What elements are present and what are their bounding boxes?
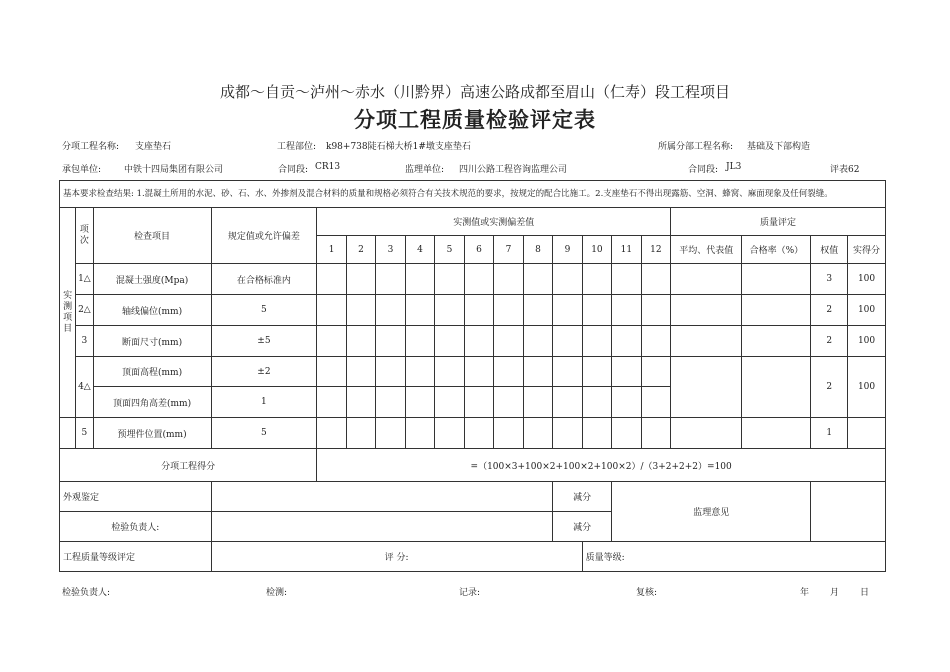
score-label: 分项工程得分 — [60, 449, 317, 482]
measure-col-header: 12 — [641, 236, 670, 264]
table-row — [60, 357, 886, 387]
inspector-label: 检验负责人: — [60, 512, 212, 542]
form-number: 评表62 — [830, 165, 860, 175]
contract2-label: 合同段: — [688, 165, 719, 175]
deduct-label: 减分 — [553, 482, 612, 512]
footer-record: 记录: — [459, 588, 481, 598]
sub-item-label: 分项工程名称: — [62, 142, 120, 152]
col-score-header: 实得分 — [848, 236, 886, 264]
quality-inspection-table — [59, 180, 886, 572]
footer-day: 日 — [860, 588, 870, 598]
measure-col-header: 11 — [612, 236, 641, 264]
part-label: 工程部位: — [277, 142, 317, 152]
row-score: 100 — [848, 357, 886, 418]
row-weight: 2 — [811, 326, 848, 357]
row-spec: 1 — [211, 387, 317, 418]
row-score: 100 — [848, 264, 886, 295]
row-item: 断面尺寸(mm) — [93, 326, 211, 357]
part-value: k98+738陡石梯大桥1#墩支座垫石 — [326, 142, 471, 152]
contractor-label: 承包单位: — [62, 165, 102, 175]
sub-item-value: 支座垫石 — [135, 142, 172, 152]
row-item: 混凝土强度(Mpa) — [93, 264, 211, 295]
footer-inspector: 检验负责人: — [62, 588, 111, 598]
section-label: 实测项目 — [60, 208, 76, 418]
measure-col-header: 2 — [346, 236, 375, 264]
row-spec: ±2 — [211, 357, 317, 387]
contract-value: CR13 — [315, 162, 341, 172]
row-item: 顶面高程(mm) — [93, 357, 211, 387]
basic-requirements: 基本要求检查结果: 1.混凝土所用的水泥、砂、石、水、外掺剂及混合材料的质量和规格必须符合有关技术规范的要求，按规定的配合比施工。2.支座垫石不得出现露筋、空洞、蜂窝、麻面现象及任何裂缝。 — [60, 181, 886, 208]
row-no: 3 — [76, 326, 93, 357]
contractor-value: 中铁十四局集团有限公司 — [124, 165, 224, 175]
row-weight: 2 — [811, 295, 848, 326]
deduct2-label: 减分 — [553, 512, 612, 542]
measure-col-header: 1 — [317, 236, 346, 264]
row-score — [848, 418, 886, 449]
measure-col-header: 9 — [553, 236, 582, 264]
row-item: 顶面四角高差(mm) — [93, 387, 211, 418]
contract-label: 合同段: — [278, 165, 309, 175]
row-spec: 在合格标准内 — [211, 264, 317, 295]
row-weight: 3 — [811, 264, 848, 295]
col-measured-header: 实测值或实测偏差值 — [317, 208, 671, 236]
row-weight: 1 — [811, 418, 848, 449]
measure-col-header: 7 — [494, 236, 523, 264]
row-no: 2△ — [76, 295, 93, 326]
supervisor-label: 监理单位: — [405, 165, 445, 175]
col-quality-header: 质量评定 — [671, 208, 886, 236]
row-no: 1△ — [76, 264, 93, 295]
table-row — [60, 326, 886, 357]
col-no-header: 项次 — [76, 208, 93, 264]
col-item-header: 检查项目 — [93, 208, 211, 264]
table-row — [60, 418, 886, 449]
measure-col-header: 8 — [523, 236, 552, 264]
row-no: 4△ — [76, 357, 93, 418]
footer-month: 月 — [830, 588, 840, 598]
footer-review: 复核: — [636, 588, 658, 598]
quality-grade-label: 质量等级: — [582, 542, 885, 572]
row-spec: 5 — [211, 295, 317, 326]
measure-col-header: 5 — [435, 236, 464, 264]
form-title: 分项工程质量检验评定表 — [354, 107, 596, 132]
supervisor-value: 四川公路工程咨询监理公司 — [459, 165, 568, 175]
measure-col-header: 10 — [582, 236, 611, 264]
col-avg-header: 平均、代表值 — [671, 236, 742, 264]
appearance-label: 外观鉴定 — [60, 482, 212, 512]
division-label: 所属分部工程名称: — [658, 142, 734, 152]
row-spec: 5 — [211, 418, 317, 449]
col-weight-header: 权值 — [811, 236, 848, 264]
grade-label: 工程质量等级评定 — [60, 542, 212, 572]
footer-inspection: 检测: — [266, 588, 288, 598]
rating-label: 评 分: — [211, 542, 582, 572]
col-pass-rate-header: 合格率（%） — [742, 236, 811, 264]
table-row — [60, 295, 886, 326]
row-weight: 2 — [811, 357, 848, 418]
row-item: 预埋件位置(mm) — [93, 418, 211, 449]
row-score: 100 — [848, 295, 886, 326]
footer-year: 年 — [800, 588, 810, 598]
contract2-value: JL3 — [726, 162, 742, 172]
supervision-label: 监理意见 — [612, 482, 811, 542]
col-spec-header: 规定值或允许偏差 — [211, 208, 317, 264]
table-row — [60, 264, 886, 295]
project-title: 成都～自贡～泸州～赤水（川黔界）高速公路成都至眉山（仁寿）段工程项目 — [219, 83, 730, 101]
score-formula: =（100×3+100×2+100×2+100×2）/（3+2+2+2）=100 — [317, 449, 886, 482]
measure-col-header: 6 — [464, 236, 493, 264]
measure-col-header: 3 — [376, 236, 405, 264]
row-item: 轴线偏位(mm) — [93, 295, 211, 326]
division-value: 基础及下部构造 — [747, 142, 811, 152]
row-no: 5 — [76, 418, 93, 449]
row-score: 100 — [848, 326, 886, 357]
row-spec: ±5 — [211, 326, 317, 357]
measure-col-header: 4 — [405, 236, 434, 264]
